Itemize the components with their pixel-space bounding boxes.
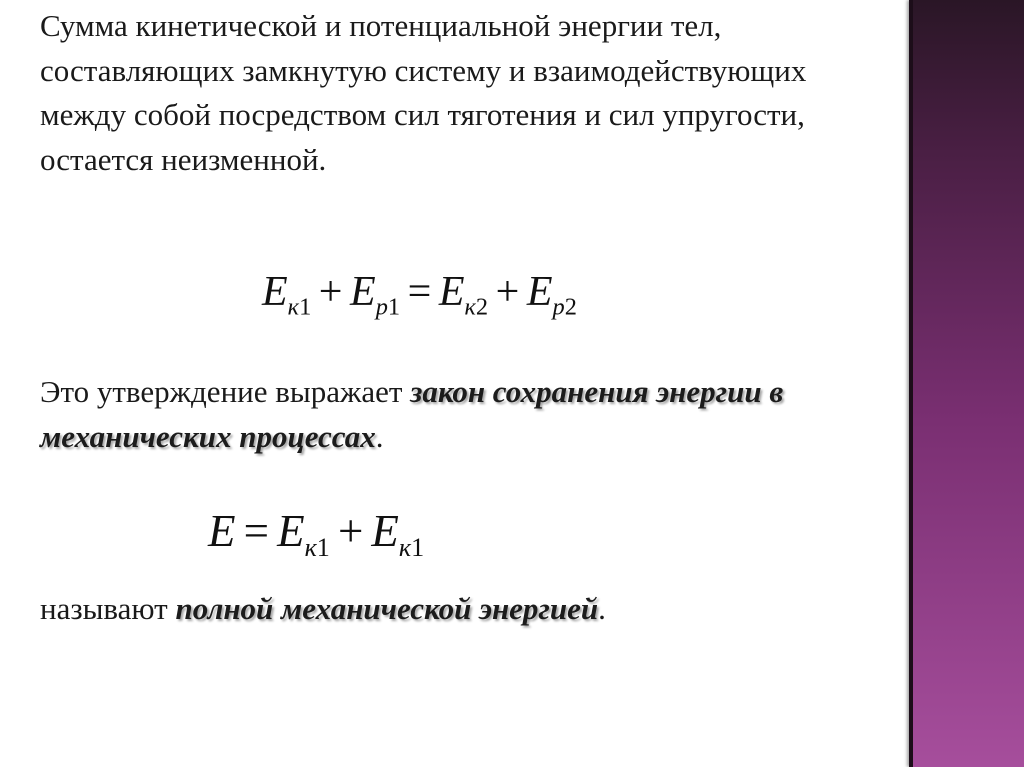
law-statement-text	[40, 370, 900, 459]
total-energy-formula	[208, 505, 425, 562]
decorative-sidebar	[909, 0, 1024, 767]
law-name-emphasis: закон сохранения энергии в механических процессах	[40, 374, 784, 454]
law-statement-lead: Это утверждение выражает	[40, 374, 411, 409]
formula-operator: +	[318, 269, 343, 315]
formula-operator: =	[407, 269, 432, 315]
law-statement-tail: .	[375, 418, 384, 454]
formula-symbol: E	[277, 506, 305, 556]
total-energy-emphasis: полной механической энергией	[175, 591, 599, 626]
formula-symbol: E	[371, 506, 399, 556]
formula-operator: =	[243, 506, 269, 556]
formula-symbol: E	[438, 269, 465, 315]
formula-subscript: к1	[398, 532, 425, 562]
formula-subscript: р2	[552, 293, 577, 321]
formula-operator: +	[337, 506, 364, 556]
formula-operator: +	[495, 269, 520, 315]
total-energy-text	[40, 587, 900, 632]
formula-symbol: E	[350, 269, 376, 315]
formula-symbol: E	[208, 506, 236, 556]
energy-statement-text: Сумма кинетической и потенциальной энергии тел, составляющих замкнутую систему и взаимодействующих между собой посредством сил тяготения и сил упругости, остается неизменной.	[40, 8, 807, 177]
formula-subscript: к1	[287, 293, 312, 321]
formula-symbol: E	[526, 269, 553, 315]
conservation-formula	[262, 268, 577, 321]
formula-subscript: р1	[375, 293, 401, 321]
formula-subscript: к1	[304, 532, 330, 562]
sidebar-edge	[909, 0, 913, 767]
formula-symbol: E	[262, 269, 288, 315]
total-energy-tail: .	[598, 591, 606, 626]
formula-subscript: к2	[464, 293, 489, 321]
total-energy-lead: называют	[40, 591, 176, 626]
